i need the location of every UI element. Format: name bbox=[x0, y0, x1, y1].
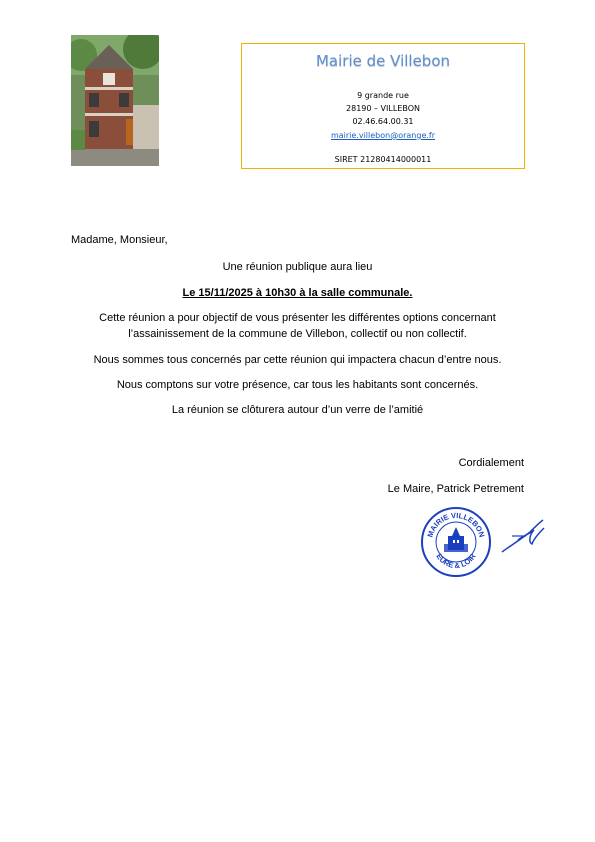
regards: Cordialement bbox=[458, 457, 524, 469]
mayor-signature bbox=[500, 516, 546, 556]
signatory: Le Maire, Patrick Petrement bbox=[387, 483, 524, 495]
stamp-bottom-text: EURE & LOIR bbox=[434, 552, 478, 571]
siret-number: SIRET 21280414000011 bbox=[334, 154, 432, 164]
objective-line-1: Cette réunion a pour objectif de vous présenter les différentes options concernant bbox=[99, 312, 496, 324]
salutation: Madame, Monsieur, bbox=[71, 234, 168, 246]
address-city: 28190 – VILLEBON bbox=[346, 104, 420, 114]
intro-line: Une réunion publique aura lieu bbox=[222, 261, 373, 273]
email-link[interactable]: mairie.villebon@orange.fr bbox=[330, 130, 436, 140]
town-hall-name: Mairie de Villebon bbox=[315, 52, 451, 70]
town-hall-photo bbox=[71, 35, 159, 166]
closing-event-line: La réunion se clôturera autour d’un verre de l’amitié bbox=[171, 404, 424, 416]
meeting-date-line: Le 15/11/2025 à 10h30 à la salle communale. bbox=[182, 287, 413, 299]
objective-line-2: l’assainissement de la commune de Villebon, collectif ou non collectif. bbox=[128, 328, 467, 340]
mairie-stamp bbox=[420, 506, 492, 578]
address-street: 9 grande rue bbox=[357, 91, 409, 100]
presence-line: Nous comptons sur votre présence, car tous les habitants sont concernés. bbox=[116, 379, 479, 391]
phone-number: 02.46.64.00.31 bbox=[352, 117, 414, 127]
stamp-top-text: MAIRIE VILLEBON bbox=[425, 510, 487, 539]
svg-text:EURE & LOIR bbox=[434, 552, 477, 571]
concern-line: Nous sommes tous concernés par cette réunion qui impactera chacun d’entre nous. bbox=[93, 354, 502, 366]
town-hall-header bbox=[241, 43, 525, 169]
